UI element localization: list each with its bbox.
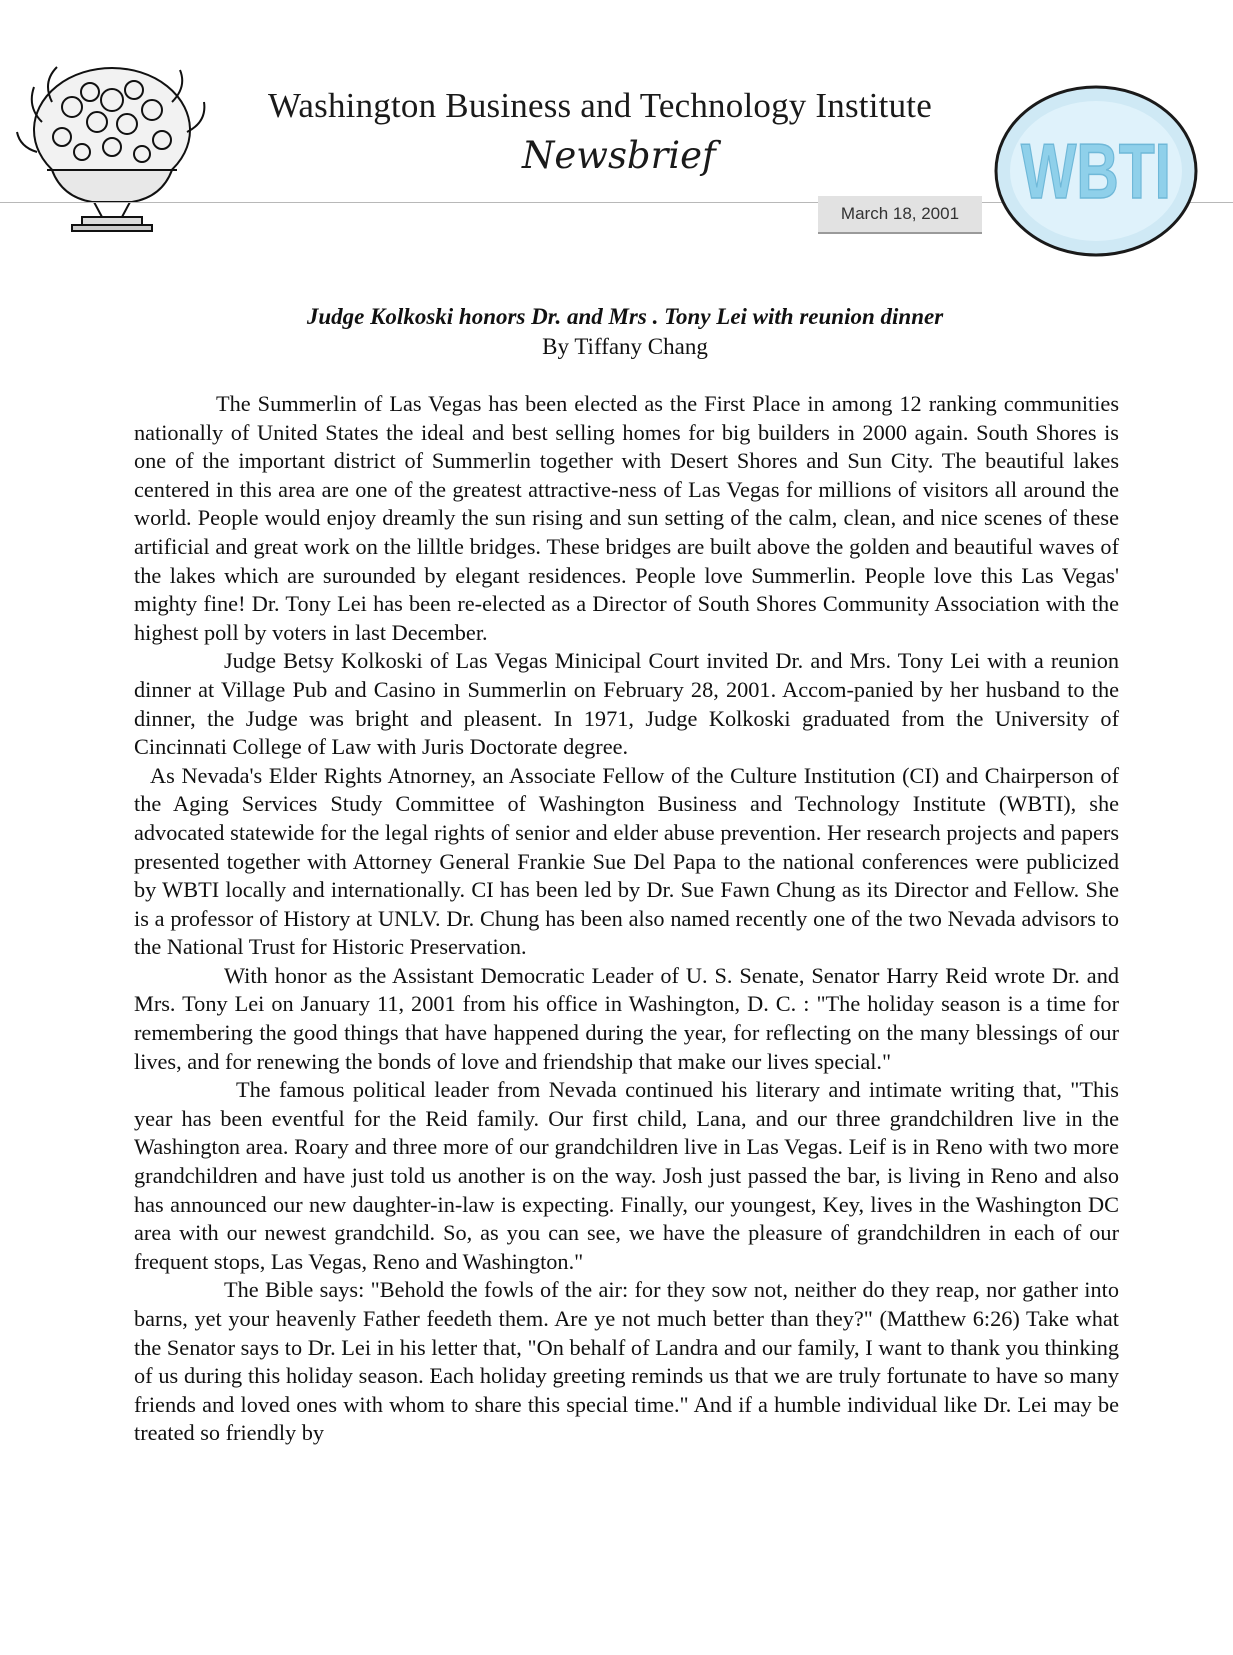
article-byline: By Tiffany Chang	[542, 334, 708, 359]
article-paragraph: As Nevada's Elder Rights Atnorney, an Associate Fellow of the Culture Institution (CI) and Chairperson of the Aging Services Study Committee of Washington Business and Technology Institute (WBTI), she advocated statewide for the legal rights of senior and elder abuse prevention. Her research projects and papers presented together with Attorney General Frankie Sue Del Papa to the national conferences were publicized by WBTI locally and internationally. CI has been led by Dr. Sue Fawn Chung as its Director and Fellow. She is a professor of History at UNLV. Dr. Chung has been also named recently one of the two Nevada advisors to the National Trust for Historic Preservation.	[134, 762, 1119, 960]
article-paragraph: Judge Betsy Kolkoski of Las Vegas Minicipal Court invited Dr. and Mrs. Tony Lei with a reunion dinner at Village Pub and Casino in Summerlin on February 28, 2001. Accom-panied by her husband to the dinner, the Judge was bright and pleasent. In 1971, Judge Kolkoski graduated from the University of Cincinnati College of Law with Juris Doctorate degree.	[134, 648, 1119, 760]
article-headline: Judge Kolkoski honors Dr. and Mrs . Tony Lei with reunion dinner	[306, 304, 944, 329]
wbti-logo-text: WBTI	[1021, 127, 1171, 215]
article-body	[134, 390, 1119, 1448]
article-paragraph: The famous political leader from Nevada continued his literary and intimate writing that, "This year has been eventful for the Reid family. Our first child, Lana, and our three grandchildren live in the Washington area. Roary and three more of our grandchildren live in Las Vegas. Leif is in Reno with two more grandchildren and have just told us another is on the way. Josh just passed the bar, is living in Reno and also has announced our new daughter-in-law is expecting. Finally, our youngest, Key, lives in the Washington DC area with our newest grandchild. So, as you can see, we have the pleasure of grandchildren in each of our frequent stops, Las Vegas, Reno and Washington."	[134, 1077, 1119, 1274]
wbti-logo	[992, 82, 1200, 260]
article-paragraph: The Summerlin of Las Vegas has been elected as the First Place in among 12 ranking communities nationally of United States the ideal and best selling homes for big builders in 2000 again. South Shores is one of the important district of Summerlin together with Desert Shores and Sun City. The beautiful lakes centered in this area are one of the greatest attractive-ness of Las Vegas for millions of visitors all around the world. People would enjoy dreamly the sun rising and sun setting of the calm, clean, and nice scenes of these artificial and great work on the lilltle bridges. These bridges are built above the golden and beautiful waves of the lakes which are surounded by elegant residences. People love Summerlin. People love this Las Vegas' mighty fine! Dr. Tony Lei has been re-elected as a Director of South Shores Community Association with the highest poll by voters in last December.	[134, 391, 1119, 645]
issue-date: March 18, 2001	[818, 196, 982, 234]
publication-title: Newsbrief	[522, 134, 716, 177]
flower-urn-illustration	[12, 52, 217, 244]
institute-name: Washington Business and Technology Institute	[268, 86, 932, 125]
article-paragraph: The Bible says: "Behold the fowls of the air: for they sow not, neither do they reap, nor gather into barns, yet your heavenly Father feedeth them. Are ye not much better than they?" (Matthew 6:26) Take what the Senator says to Dr. Lei in his letter that, "On behalf of Landra and our family, I want to thank you thinking of us during this holiday season. Each holiday greeting reminds us that we are truly fortunate to have so many friends and loved ones with whom to share this special time." And if a humble individual like Dr. Lei may be treated so friendly by	[134, 1277, 1119, 1446]
article-paragraph: With honor as the Assistant Democratic Leader of U. S. Senate, Senator Harry Reid wrote Dr. and Mrs. Tony Lei on January 11, 2001 from his office in Washington, D. C. : "The holiday season is a time for remembering the good things that have happened during the year, for reflecting on the many blessings of our lives, and for renewing the bonds of love and friendship that make our lives special."	[134, 962, 1119, 1074]
